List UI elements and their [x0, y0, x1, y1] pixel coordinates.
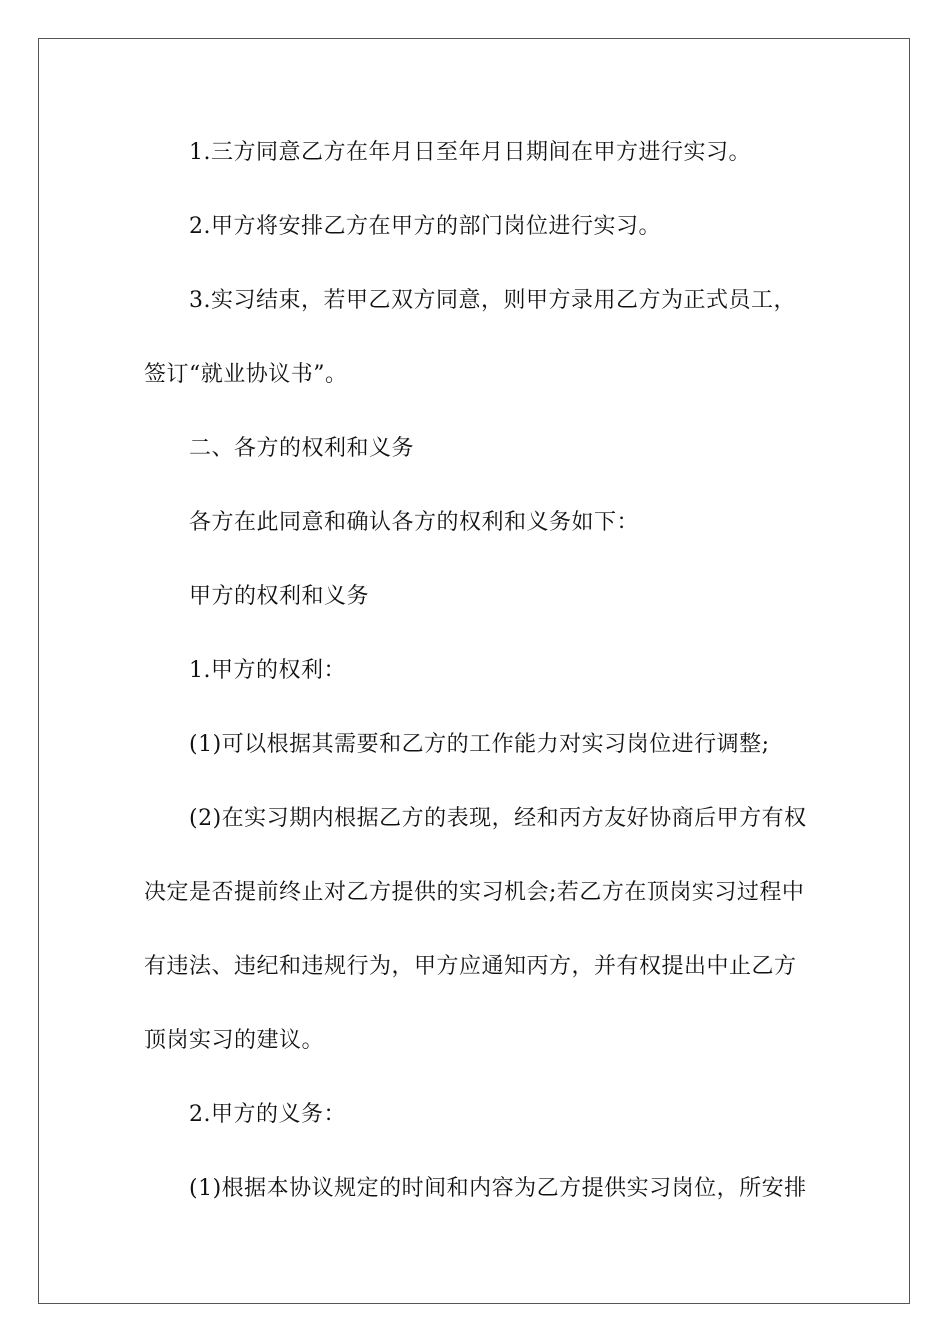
text-line: 各方在此同意和确认各方的权利和义务如下： [189, 510, 640, 535]
subsection-heading: 甲方的权利和义务 [189, 584, 370, 609]
text-line: 有违法、违纪和违规行为，甲方应通知丙方，并有权提出中止乙方 [144, 954, 797, 979]
section-heading: 二、各方的权利和义务 [189, 436, 415, 461]
text-line: 决定是否提前终止对乙方提供的实习机会;若乙方在顶岗实习过程中 [144, 880, 805, 905]
text-line: 3.实习结束，若甲乙双方同意，则甲方录用乙方为正式员工， [189, 288, 796, 313]
text-line: (2)在实习期内根据乙方的表现，经和丙方友好协商后甲方有权 [189, 806, 807, 831]
text-line: 1.甲方的权利： [189, 658, 346, 683]
text-line: 1.三方同意乙方在年月日至年月日期间在甲方进行实习。 [189, 140, 751, 165]
text-line: 顶岗实习的建议。 [144, 1028, 325, 1053]
text-line: 2.甲方将安排乙方在甲方的部门岗位进行实习。 [189, 214, 661, 239]
text-line: (1)根据本协议规定的时间和内容为乙方提供实习岗位，所安排 [189, 1176, 807, 1201]
text-line: 签订“就业协议书”。 [144, 362, 348, 387]
text-line: 2.甲方的义务： [189, 1102, 346, 1127]
text-line: (1)可以根据其需要和乙方的工作能力对实习岗位进行调整; [189, 732, 770, 757]
